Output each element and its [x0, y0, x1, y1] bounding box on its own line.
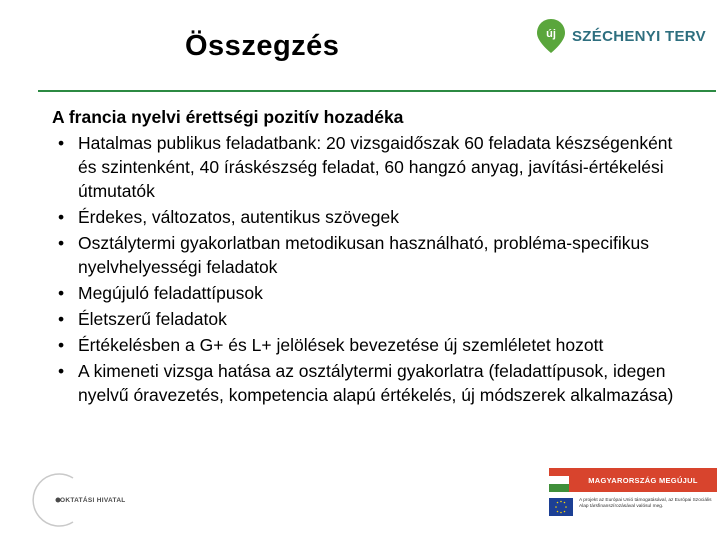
eu-support-text: A projekt az Európai Unió támogatásával, az Európai Szociális Alap társfinanszírozásával valósul meg.	[579, 498, 712, 509]
agency-name: OKTATÁSI HIVATAL	[60, 496, 126, 504]
list-item-text: Hatalmas publikus feladatbank: 20 vizsgaidőszak 60 feladata készségenként és szintenként, 40 íráskészség feladat, 60 hangzó anyag, javítási-értékelési útmutatók	[78, 133, 673, 201]
banner-text: MAGYARORSZÁG MEGÚJUL	[569, 468, 717, 492]
magyarorszag-megujul-logo	[549, 468, 717, 492]
list-item-text: Megújuló feladattípusok	[78, 283, 263, 303]
list-item-text: Osztálytermi gyakorlatban metodikusan használható, probléma-specifikus nyelvhelyességi feladatok	[78, 233, 649, 277]
bullet-icon: •	[58, 309, 65, 329]
bullet-icon: •	[58, 361, 65, 381]
map-pin-icon	[536, 18, 566, 54]
slide-content	[52, 106, 692, 409]
bullet-icon: •	[58, 207, 65, 227]
content-heading: A francia nyelvi érettségi pozitív hozadéka	[52, 107, 404, 127]
bullet-icon: •	[58, 233, 65, 253]
list-item-text: Érdekes, változatos, autentikus szövegek	[78, 207, 400, 227]
list-item	[52, 231, 692, 279]
hungarian-flag-icon	[549, 468, 569, 492]
list-item-text: Értékelésben a G+ és L+ jelölések bevezetése új szemléletet hozott	[78, 335, 604, 355]
bullet-icon: •	[58, 335, 65, 355]
list-item	[52, 307, 692, 331]
bullet-icon: •	[58, 283, 65, 303]
bullet-list	[52, 131, 692, 407]
bullet-icon: •	[58, 133, 65, 153]
slide-title: Összegzés	[185, 30, 340, 62]
szechenyi-terv-logo	[536, 18, 706, 54]
list-item-text: Életszerű feladatok	[78, 309, 227, 329]
eu-support-note	[549, 498, 717, 516]
list-item	[52, 131, 692, 203]
pin-text: új	[546, 28, 556, 40]
list-item	[52, 333, 692, 357]
eu-logos	[549, 468, 717, 516]
oktatasi-hivatal-logo	[28, 470, 126, 530]
eu-flag-icon	[549, 498, 573, 516]
list-item-text: A kimeneti vizsga hatása az osztálytermi gyakorlatra (feladattípusok, idegen nyelvű óravezetés, kompetencia alapú értékelés, új módszerek alkalmazása)	[78, 361, 674, 405]
list-item	[52, 205, 692, 229]
title-divider	[38, 90, 716, 92]
brand-name: SZÉCHENYI TERV	[572, 27, 706, 45]
list-item	[52, 281, 692, 305]
list-item	[52, 359, 692, 407]
